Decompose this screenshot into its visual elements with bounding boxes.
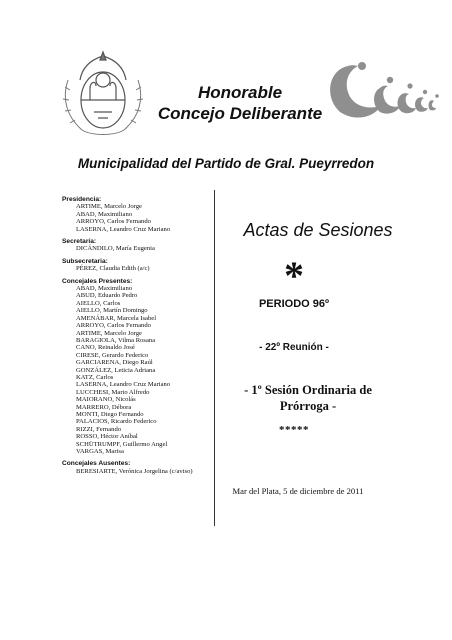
list-item: SCHÜTRUMPF, Guillermo Angel	[76, 440, 168, 448]
section-concejales-ausentes	[62, 460, 212, 475]
officials-list	[62, 196, 212, 475]
list-item: ABAD, Maximiliano	[76, 210, 133, 218]
list-item: ABUD, Eduardo Pedro	[76, 292, 138, 300]
asterisk-separator: *****	[279, 424, 309, 436]
section-heading: Concejales Presentes:	[62, 277, 133, 285]
list-item: ARROYO, Carlos Fernando	[76, 218, 151, 226]
list-item: RIZZI, Fernando	[76, 425, 122, 433]
column-divider	[214, 190, 215, 526]
title-line-1: Honorable	[197, 83, 283, 102]
section-heading: Presidencia:	[62, 196, 102, 203]
section-presidencia	[62, 196, 212, 233]
hcd-logo-icon	[318, 58, 444, 122]
meeting-number: - 22º Reunión -	[259, 342, 329, 353]
list-item: CIRESE, Gerardo Federico	[76, 351, 149, 359]
list-item: LUCCHESI, Mario Alfredo	[76, 388, 150, 396]
list-item: ARTIME, Marcelo Jorge	[76, 203, 142, 211]
section-heading: Concejales Ausentes:	[62, 460, 131, 468]
list-item: BERESIARTE, Verónica Jorgelina (c/aviso)	[76, 467, 193, 475]
place-and-date: Mar del Plata, 5 de diciembre de 2011	[232, 486, 364, 496]
section-secretaria	[62, 238, 212, 253]
list-item: AIELLO, Martín Domingo	[76, 307, 148, 315]
list-item: ARTIME, Marcelo Jorge	[76, 329, 142, 337]
list-item: GONZÁLEZ, Leticia Adriana	[76, 366, 156, 374]
period-label: PERIODO 96º	[258, 298, 330, 310]
section-heading: Secretaría:	[62, 238, 97, 246]
title-line-2: Concejo Deliberante	[157, 104, 323, 123]
section-subsecretaria	[62, 258, 212, 273]
list-item: ROSSO, Héctor Aníbal	[76, 433, 138, 441]
list-item: PÉREZ, Claudia Edith (a/c)	[76, 265, 150, 273]
document-title: Actas de Sesiones	[243, 220, 393, 240]
list-item: ABAD, Maximiliano	[76, 285, 133, 293]
section-concejales-presentes	[62, 278, 212, 456]
list-item: DICÁNDILO, María Eugenia	[76, 245, 155, 253]
municipality-subtitle: Municipalidad del Partido de Gral. Pueyrredon	[77, 156, 375, 171]
list-item: ARROYO, Carlos Fernando	[76, 322, 151, 330]
list-item: VARGAS, Marisa	[76, 448, 124, 455]
list-item: AIELLO, Carlos	[76, 299, 121, 307]
list-item: LASERNA, Leandro Cruz Mariano	[76, 381, 171, 389]
session-label	[218, 382, 398, 414]
asterisk-ornament: *	[284, 253, 304, 298]
list-item: CANO, Reinaldo José	[76, 344, 135, 352]
coat-of-arms-icon	[60, 50, 146, 140]
list-item: LASERNA, Leandro Cruz Mariano	[76, 225, 171, 233]
list-item: PALACIOS, Ricardo Federico	[76, 418, 157, 426]
list-item: GARCIARENA, Diego Raúl	[76, 359, 153, 367]
list-item: AMENÁBAR, Marcela Isabel	[76, 314, 157, 322]
list-item: MONTI, Diego Fernando	[76, 410, 144, 418]
section-heading: Subsecretaria:	[62, 257, 108, 265]
list-item: BARAGIOLA, Vilma Rosana	[76, 336, 156, 344]
list-item: KATZ, Carlos	[76, 373, 114, 381]
session-line-1: - 1º Sesión Ordinaria de	[244, 383, 372, 397]
list-item: MARRERO, Débora	[76, 403, 132, 411]
institution-title	[150, 82, 330, 124]
session-line-2: Prórroga -	[279, 399, 337, 413]
list-item: MAIORANO, Nicolás	[76, 396, 136, 404]
